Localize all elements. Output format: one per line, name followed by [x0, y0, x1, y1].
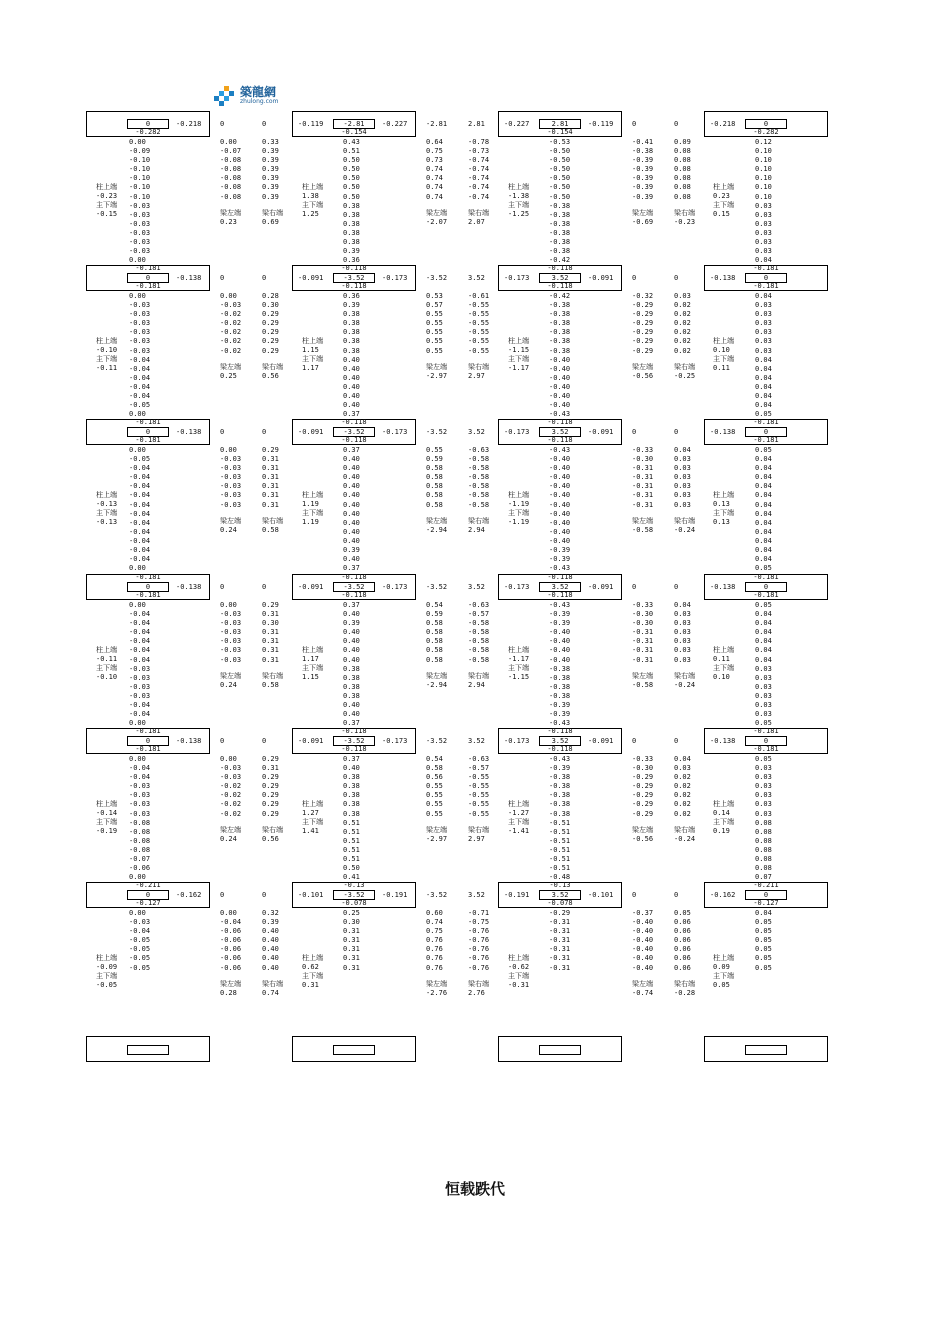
- beam-end-value: 0: [262, 891, 267, 899]
- beam-iteration-list: -0.33 -0.30 -0.29 -0.29 -0.29 -0.29 -0.29: [632, 755, 654, 818]
- beam-sum-left: 梁左端 -0.69: [632, 208, 654, 227]
- beam-end-value: 3.52: [468, 274, 485, 282]
- beam-iteration-list: 0.00 -0.03 -0.02 -0.02 -0.02 -0.02 -0.02: [220, 292, 242, 355]
- beam-end-value: -3.52: [426, 428, 448, 436]
- beam-end-value: 0: [220, 583, 225, 591]
- joint-above-value: -0.181: [135, 573, 161, 581]
- beam-sum-right: 梁右端 0.56: [262, 362, 283, 381]
- joint-above-value: -0.181: [753, 418, 779, 426]
- joint-center-value: 0: [745, 427, 787, 437]
- logo-url: zhulong.com: [240, 98, 279, 105]
- joint-center-value: -3.52: [333, 427, 375, 437]
- joint-center-value: 0: [127, 427, 169, 437]
- joint-right-value: -0.091: [588, 274, 614, 282]
- joint-left-value: -0.173: [504, 737, 530, 745]
- beam-end-value: -3.52: [426, 737, 448, 745]
- joint-right-value: -0.173: [382, 274, 408, 282]
- beam-end-value: 0: [220, 120, 225, 128]
- beam-sum-right: 梁右端 2.94: [468, 671, 489, 690]
- column-sum-label: 柱上端 1.38 主下端 1.25: [302, 182, 323, 218]
- joint-center-value: 3.52: [539, 582, 581, 592]
- beam-iteration-list: -0.33 -0.30 -0.31 -0.31 -0.31 -0.31 -0.31: [632, 446, 654, 509]
- column-iteration-list: -0.53 -0.50 -0.50 -0.50 -0.50 -0.50 -0.50 -0.38 -0.38 -0.38 -0.38 -0.38 -0.38 -0.42: [549, 138, 571, 265]
- column-iteration-list: 0.00 -0.03 -0.04 -0.05 -0.05 -0.05 -0.05: [129, 909, 151, 972]
- joint-above-value: -0.13: [343, 881, 365, 889]
- beam-end-value: 0: [632, 891, 637, 899]
- joint-above-value: -0.118: [547, 264, 573, 272]
- joint-left-value: -0.218: [710, 120, 736, 128]
- beam-sum-right: 梁右端 -0.24: [674, 825, 696, 844]
- beam-sum-right: 梁右端 2.97: [468, 825, 489, 844]
- beam-iteration-list: -0.61 -0.55 -0.55 -0.55 -0.55 -0.55 -0.55: [468, 292, 490, 355]
- beam-iteration-list: 0.04 0.03 0.03 0.03 0.03 0.03 0.03: [674, 601, 691, 664]
- column-iteration-list: 0.00 -0.09 -0.10 -0.10 -0.10 -0.10 -0.10 -0.03 -0.03 -0.03 -0.03 -0.03 -0.03 0.00: [129, 138, 151, 265]
- column-sum-label: 柱上端 -1.38 主下端 -1.25: [508, 182, 530, 218]
- column-sum-label: 柱上端 0.14 主下端 0.19: [713, 799, 734, 835]
- joint-below-value: -0.118: [341, 745, 367, 753]
- beam-iteration-list: 0.60 0.74 0.75 0.76 0.76 0.76 0.76: [426, 909, 443, 972]
- beam-sum-right: 梁右端 2.07: [468, 208, 489, 227]
- beam-sum-left: 梁左端 0.24: [220, 825, 241, 844]
- column-sum-label: 柱上端 -1.15 主下端 -1.17: [508, 336, 530, 372]
- joint-center-value: 0: [127, 273, 169, 283]
- beam-sum-right: 梁右端 0.58: [262, 671, 283, 690]
- beam-sum-left: 梁左端 -0.74: [632, 979, 654, 998]
- joint-below-value: -0.118: [341, 282, 367, 290]
- column-iteration-list: 0.05 0.04 0.04 0.04 0.04 0.04 0.04 0.03 0.03 0.03 0.03 0.03 0.03 0.05: [755, 601, 772, 728]
- column-iteration-list: 0.00 -0.04 -0.04 -0.03 -0.03 -0.03 -0.03 -0.08 -0.08 -0.08 -0.08 -0.07 -0.06 0.00: [129, 755, 151, 882]
- base-frame-center: [333, 1045, 375, 1055]
- joint-below-value: -0.118: [547, 436, 573, 444]
- page-title: 恒载跌代: [444, 1180, 505, 1198]
- joint-center-value: 0: [745, 119, 787, 129]
- joint-right-value: -0.119: [588, 120, 614, 128]
- joint-left-value: -0.191: [504, 891, 530, 899]
- beam-iteration-list: 0.29 0.31 0.31 0.31 0.31 0.31 0.31: [262, 446, 279, 509]
- joint-below-value: -0.282: [753, 128, 779, 136]
- beam-iteration-list: 0.33 0.39 0.39 0.39 0.39 0.39 0.39: [262, 138, 279, 201]
- beam-iteration-list: -0.33 -0.30 -0.30 -0.31 -0.31 -0.31 -0.31: [632, 601, 654, 664]
- beam-end-value: 0: [632, 737, 637, 745]
- joint-left-value: -0.091: [298, 583, 324, 591]
- beam-end-value: -2.81: [426, 120, 448, 128]
- joint-below-value: -0.127: [135, 899, 161, 907]
- beam-sum-right: 梁右端 0.69: [262, 208, 283, 227]
- column-iteration-list: -0.43 -0.40 -0.40 -0.40 -0.40 -0.40 -0.40 -0.40 -0.40 -0.40 -0.40 -0.39 -0.39 -0.43: [549, 446, 571, 573]
- joint-center-value: 0: [745, 582, 787, 592]
- beam-end-value: 0: [674, 274, 679, 282]
- beam-iteration-list: 0.00 -0.03 -0.03 -0.02 -0.02 -0.02 -0.02: [220, 755, 242, 818]
- column-sum-label: 柱上端 0.09 主下端 0.05: [713, 953, 734, 989]
- beam-end-value: 2.81: [468, 120, 485, 128]
- column-iteration-list: 0.05 0.04 0.04 0.04 0.04 0.04 0.04 0.04 0.04 0.04 0.04 0.04 0.04 0.05: [755, 446, 772, 573]
- column-iteration-list: 0.37 0.40 0.40 0.40 0.40 0.40 0.40 0.40 0.40 0.40 0.40 0.39 0.40 0.37: [343, 446, 360, 573]
- joint-center-value: -3.52: [333, 736, 375, 746]
- joint-center-value: -3.52: [333, 273, 375, 283]
- zhulong-logo: [212, 82, 292, 108]
- beam-iteration-list: -0.37 -0.40 -0.40 -0.40 -0.40 -0.40 -0.40: [632, 909, 654, 972]
- base-frame-center: [127, 1045, 169, 1055]
- beam-iteration-list: 0.04 0.03 0.03 0.03 0.03 0.03 0.03: [674, 446, 691, 509]
- joint-center-value: 3.52: [539, 890, 581, 900]
- joint-below-value: -0.181: [135, 282, 161, 290]
- joint-right-value: -0.138: [176, 274, 202, 282]
- joint-right-value: -0.173: [382, 428, 408, 436]
- beam-end-value: 0: [674, 737, 679, 745]
- joint-left-value: -0.173: [504, 583, 530, 591]
- beam-sum-right: 梁右端 0.74: [262, 979, 283, 998]
- beam-end-value: 0: [632, 274, 637, 282]
- beam-iteration-list: 0.05 0.06 0.06 0.06 0.06 0.06 0.06: [674, 909, 691, 972]
- beam-sum-left: 梁左端 -2.07: [426, 208, 448, 227]
- beam-iteration-list: 0.00 -0.04 -0.06 -0.06 -0.06 -0.06 -0.06: [220, 909, 242, 972]
- joint-above-value: -0.118: [547, 573, 573, 581]
- joint-center-value: 0: [745, 890, 787, 900]
- joint-right-value: -0.162: [176, 891, 202, 899]
- beam-end-value: 0: [262, 428, 267, 436]
- column-iteration-list: 0.00 -0.04 -0.04 -0.04 -0.04 -0.04 -0.04 -0.03 -0.03 -0.03 -0.03 -0.04 -0.04 0.00: [129, 601, 151, 728]
- joint-below-value: -0.181: [753, 745, 779, 753]
- joint-right-value: -0.138: [176, 583, 202, 591]
- joint-below-value: -0.118: [341, 591, 367, 599]
- joint-above-value: -0.181: [135, 264, 161, 272]
- beam-iteration-list: 0.54 0.58 0.56 0.55 0.55 0.55 0.55: [426, 755, 443, 818]
- beam-iteration-list: 0.29 0.31 0.29 0.29 0.29 0.29 0.29: [262, 755, 279, 818]
- joint-above-value: -0.118: [547, 727, 573, 735]
- column-iteration-list: 0.37 0.40 0.39 0.40 0.40 0.40 0.40 0.38 0.38 0.38 0.38 0.40 0.40 0.37: [343, 601, 360, 728]
- joint-above-value: -0.181: [135, 727, 161, 735]
- joint-above-value: -0.118: [341, 727, 367, 735]
- joint-center-value: -2.81: [333, 119, 375, 129]
- beam-iteration-list: -0.32 -0.29 -0.29 -0.29 -0.29 -0.29 -0.29: [632, 292, 654, 355]
- beam-end-value: 0: [632, 120, 637, 128]
- column-sum-label: 柱上端 0.23 主下端 0.15: [713, 182, 734, 218]
- joint-above-value: -0.118: [341, 418, 367, 426]
- beam-sum-right: 梁右端 2.97: [468, 362, 489, 381]
- joint-above-value: -0.181: [135, 418, 161, 426]
- beam-end-value: 0: [674, 120, 679, 128]
- base-frame-center: [745, 1045, 787, 1055]
- joint-center-value: 0: [745, 736, 787, 746]
- beam-iteration-list: 0.28 0.30 0.29 0.29 0.29 0.29 0.29: [262, 292, 279, 355]
- joint-left-value: -0.138: [710, 583, 736, 591]
- beam-end-value: 3.52: [468, 737, 485, 745]
- beam-iteration-list: 0.09 0.08 0.08 0.08 0.08 0.08 0.08: [674, 138, 691, 201]
- joint-left-value: -0.138: [710, 274, 736, 282]
- beam-iteration-list: 0.04 0.03 0.02 0.02 0.02 0.02 0.02: [674, 755, 691, 818]
- beam-sum-left: 梁左端 0.28: [220, 979, 241, 998]
- joint-above-value: -0.118: [547, 418, 573, 426]
- column-iteration-list: -0.42 -0.38 -0.38 -0.38 -0.38 -0.38 -0.38 -0.40 -0.40 -0.40 -0.40 -0.40 -0.40 -0.43: [549, 292, 571, 419]
- beam-iteration-list: 0.55 0.59 0.58 0.58 0.58 0.58 0.58: [426, 446, 443, 509]
- beam-sum-left: 梁左端 -0.56: [632, 825, 654, 844]
- column-iteration-list: 0.00 -0.03 -0.03 -0.03 -0.03 -0.03 -0.03 -0.04 -0.04 -0.04 -0.04 -0.04 -0.05 0.00: [129, 292, 151, 419]
- joint-above-value: -0.13: [549, 881, 571, 889]
- joint-below-value: -0.181: [753, 282, 779, 290]
- beam-iteration-list: 0.00 -0.03 -0.03 -0.03 -0.03 -0.03 -0.03: [220, 446, 242, 509]
- joint-right-value: -0.191: [382, 891, 408, 899]
- joint-center-value: 3.52: [539, 427, 581, 437]
- column-iteration-list: 0.43 0.51 0.50 0.50 0.50 0.50 0.50 0.38 0.38 0.38 0.38 0.38 0.39 0.36: [343, 138, 360, 265]
- joint-below-value: -0.181: [135, 591, 161, 599]
- beam-sum-left: 梁左端 -0.56: [632, 362, 654, 381]
- joint-above-value: -0.118: [341, 264, 367, 272]
- joint-center-value: 3.52: [539, 273, 581, 283]
- beam-sum-right: 梁右端 -0.25: [674, 362, 696, 381]
- column-iteration-list: 0.00 -0.05 -0.04 -0.04 -0.04 -0.04 -0.04 -0.04 -0.04 -0.04 -0.04 -0.04 -0.04 0.00: [129, 446, 151, 573]
- beam-end-value: 0: [262, 120, 267, 128]
- beam-iteration-list: 0.00 -0.07 -0.08 -0.08 -0.08 -0.08 -0.08: [220, 138, 242, 201]
- beam-sum-right: 梁右端 -0.23: [674, 208, 696, 227]
- beam-sum-left: 梁左端 -2.94: [426, 671, 448, 690]
- column-iteration-list: 0.05 0.03 0.03 0.03 0.03 0.03 0.03 0.08 0.08 0.08 0.08 0.08 0.08 0.07: [755, 755, 772, 882]
- joint-left-value: -0.173: [504, 428, 530, 436]
- joint-center-value: 0: [127, 582, 169, 592]
- beam-end-value: 0: [220, 428, 225, 436]
- beam-sum-right: 梁右端 0.58: [262, 516, 283, 535]
- beam-sum-right: 梁右端 2.94: [468, 516, 489, 535]
- column-sum-label: 柱上端 -0.10 主下端 -0.11: [96, 336, 118, 372]
- beam-sum-left: 梁左端 -2.94: [426, 516, 448, 535]
- column-iteration-list: 0.36 0.39 0.38 0.38 0.38 0.38 0.38 0.40 0.40 0.40 0.40 0.40 0.40 0.37: [343, 292, 360, 419]
- base-frame-center: [539, 1045, 581, 1055]
- joint-left-value: -0.091: [298, 737, 324, 745]
- column-iteration-list: -0.29 -0.31 -0.31 -0.31 -0.31 -0.31 -0.31: [549, 909, 571, 972]
- joint-left-value: -0.091: [298, 428, 324, 436]
- joint-center-value: -3.52: [333, 582, 375, 592]
- beam-iteration-list: -0.41 -0.38 -0.39 -0.39 -0.39 -0.39 -0.39: [632, 138, 654, 201]
- column-sum-label: 柱上端 0.13 主下端 0.13: [713, 490, 734, 526]
- beam-iteration-list: 0.64 0.75 0.73 0.74 0.74 0.74 0.74: [426, 138, 443, 201]
- joint-above-value: -0.118: [341, 573, 367, 581]
- logo-brand: 築龍網: [240, 85, 277, 99]
- joint-right-value: -0.091: [588, 583, 614, 591]
- joint-below-value: -0.282: [135, 128, 161, 136]
- joint-below-value: -0.181: [135, 745, 161, 753]
- joint-center-value: 0: [127, 890, 169, 900]
- joint-right-value: -0.173: [382, 583, 408, 591]
- beam-iteration-list: -0.78 -0.73 -0.74 -0.74 -0.74 -0.74 -0.74: [468, 138, 490, 201]
- joint-below-value: -0.118: [547, 591, 573, 599]
- column-iteration-list: -0.43 -0.39 -0.38 -0.38 -0.38 -0.38 -0.38 -0.51 -0.51 -0.51 -0.51 -0.51 -0.51 -0.48: [549, 755, 571, 882]
- beam-end-value: 3.52: [468, 583, 485, 591]
- beam-end-value: -3.52: [426, 583, 448, 591]
- joint-below-value: -0.154: [341, 128, 367, 136]
- column-sum-label: 柱上端 -1.27 主下端 -1.41: [508, 799, 530, 835]
- beam-sum-right: 梁右端 0.56: [262, 825, 283, 844]
- column-sum-label: 柱上端 -0.09 主下端 -0.05: [96, 953, 118, 989]
- joint-center-value: 2.81: [539, 119, 581, 129]
- column-sum-label: 柱上端 0.10 主下端 0.11: [713, 336, 734, 372]
- column-iteration-list: 0.37 0.40 0.38 0.38 0.38 0.38 0.38 0.51 0.51 0.51 0.51 0.51 0.50 0.41: [343, 755, 360, 882]
- joint-left-value: -0.091: [298, 274, 324, 282]
- joint-below-value: -0.154: [547, 128, 573, 136]
- column-iteration-list: 0.04 0.05 0.05 0.05 0.05 0.05 0.05: [755, 909, 772, 972]
- joint-below-value: -0.127: [753, 899, 779, 907]
- beam-iteration-list: 0.32 0.39 0.40 0.40 0.40 0.40 0.40: [262, 909, 279, 972]
- joint-right-value: -0.138: [176, 428, 202, 436]
- column-iteration-list: 0.12 0.10 0.10 0.10 0.10 0.10 0.10 0.03 0.03 0.03 0.03 0.03 0.03 0.04: [755, 138, 772, 265]
- joint-below-value: -0.118: [341, 436, 367, 444]
- joint-center-value: 3.52: [539, 736, 581, 746]
- joint-right-value: -0.218: [176, 120, 202, 128]
- beam-sum-right: 梁右端 -0.24: [674, 671, 696, 690]
- beam-end-value: 0: [262, 583, 267, 591]
- column-sum-label: 柱上端 0.11 主下端 0.10: [713, 645, 734, 681]
- column-iteration-list: 0.25 0.30 0.31 0.31 0.31 0.31 0.31: [343, 909, 360, 972]
- beam-sum-left: 梁左端 0.25: [220, 362, 241, 381]
- beam-end-value: 0: [632, 583, 637, 591]
- column-iteration-list: 0.04 0.03 0.03 0.03 0.03 0.03 0.03 0.04 0.04 0.04 0.04 0.04 0.04 0.05: [755, 292, 772, 419]
- joint-above-value: -0.211: [135, 881, 161, 889]
- beam-sum-left: 梁左端 0.24: [220, 516, 241, 535]
- joint-left-value: -0.173: [504, 274, 530, 282]
- beam-end-value: 0: [674, 891, 679, 899]
- column-sum-label: 柱上端 -0.23 主下端 -0.15: [96, 182, 118, 218]
- joint-right-value: -0.101: [588, 891, 614, 899]
- joint-left-value: -0.138: [710, 428, 736, 436]
- joint-center-value: 0: [127, 736, 169, 746]
- beam-sum-right: 梁右端 -0.24: [674, 516, 696, 535]
- beam-end-value: 0: [632, 428, 637, 436]
- joint-right-value: -0.091: [588, 428, 614, 436]
- column-sum-label: 柱上端 -0.14 主下端 -0.19: [96, 799, 118, 835]
- joint-left-value: -0.138: [710, 737, 736, 745]
- beam-end-value: 0: [220, 737, 225, 745]
- beam-end-value: 3.52: [468, 428, 485, 436]
- joint-below-value: -0.078: [547, 899, 573, 907]
- beam-iteration-list: 0.00 -0.03 -0.03 -0.03 -0.03 -0.03 -0.03: [220, 601, 242, 664]
- beam-iteration-list: -0.63 -0.58 -0.58 -0.58 -0.58 -0.58 -0.58: [468, 446, 490, 509]
- joint-above-value: -0.181: [753, 264, 779, 272]
- joint-left-value: -0.101: [298, 891, 324, 899]
- column-sum-label: 柱上端 1.17 主下端 1.15: [302, 645, 323, 681]
- joint-left-value: -0.227: [504, 120, 530, 128]
- stair-logo-icon: [212, 82, 238, 108]
- joint-center-value: 0: [745, 273, 787, 283]
- beam-sum-left: 梁左端 -0.58: [632, 516, 654, 535]
- joint-above-value: -0.181: [753, 573, 779, 581]
- column-sum-label: 柱上端 -0.11 主下端 -0.10: [96, 645, 118, 681]
- joint-right-value: -0.091: [588, 737, 614, 745]
- beam-iteration-list: 0.53 0.57 0.55 0.55 0.55 0.55 0.55: [426, 292, 443, 355]
- column-sum-label: 柱上端 1.27 主下端 1.41: [302, 799, 323, 835]
- joint-right-value: -0.227: [382, 120, 408, 128]
- beam-end-value: 0: [674, 428, 679, 436]
- joint-below-value: -0.181: [753, 436, 779, 444]
- beam-end-value: 0: [220, 274, 225, 282]
- joint-below-value: -0.181: [135, 436, 161, 444]
- column-sum-label: 柱上端 -0.62 主下端 -0.31: [508, 953, 530, 989]
- beam-iteration-list: 0.29 0.31 0.30 0.31 0.31 0.31 0.31: [262, 601, 279, 664]
- beam-iteration-list: 0.03 0.02 0.02 0.02 0.02 0.02 0.02: [674, 292, 691, 355]
- joint-left-value: -0.119: [298, 120, 324, 128]
- joint-center-value: -3.52: [333, 890, 375, 900]
- beam-sum-left: 梁左端 0.24: [220, 671, 241, 690]
- joint-below-value: -0.078: [341, 899, 367, 907]
- joint-above-value: -0.181: [753, 727, 779, 735]
- beam-end-value: -3.52: [426, 274, 448, 282]
- beam-iteration-list: 0.54 0.59 0.58 0.58 0.58 0.58 0.58: [426, 601, 443, 664]
- column-iteration-list: -0.43 -0.39 -0.39 -0.40 -0.40 -0.40 -0.40 -0.38 -0.38 -0.38 -0.38 -0.39 -0.39 -0.43: [549, 601, 571, 728]
- joint-below-value: -0.118: [547, 745, 573, 753]
- beam-sum-right: 梁右端 2.76: [468, 979, 489, 998]
- column-sum-label: 柱上端 -0.13 主下端 -0.13: [96, 490, 118, 526]
- column-sum-label: 柱上端 1.19 主下端 1.19: [302, 490, 323, 526]
- column-sum-label: 柱上端 1.15 主下端 1.17: [302, 336, 323, 372]
- joint-left-value: -0.162: [710, 891, 736, 899]
- beam-end-value: 3.52: [468, 891, 485, 899]
- beam-sum-left: 梁左端 -2.97: [426, 362, 448, 381]
- joint-below-value: -0.118: [547, 282, 573, 290]
- beam-sum-left: 梁左端 0.23: [220, 208, 241, 227]
- column-sum-label: 柱上端 0.62 主下端 0.31: [302, 953, 323, 989]
- joint-center-value: 0: [127, 119, 169, 129]
- beam-end-value: 0: [220, 891, 225, 899]
- joint-right-value: -0.173: [382, 737, 408, 745]
- joint-above-value: -0.211: [753, 881, 779, 889]
- beam-end-value: -3.52: [426, 891, 448, 899]
- beam-iteration-list: -0.63 -0.57 -0.58 -0.58 -0.58 -0.58 -0.58: [468, 601, 490, 664]
- beam-end-value: 0: [674, 583, 679, 591]
- beam-end-value: 0: [262, 737, 267, 745]
- beam-iteration-list: -0.63 -0.57 -0.55 -0.55 -0.55 -0.55 -0.55: [468, 755, 490, 818]
- beam-sum-left: 梁左端 -0.58: [632, 671, 654, 690]
- beam-sum-left: 梁左端 -2.76: [426, 979, 448, 998]
- column-sum-label: 柱上端 -1.17 主下端 -1.15: [508, 645, 530, 681]
- column-sum-label: 柱上端 -1.19 主下端 -1.19: [508, 490, 530, 526]
- beam-sum-left: 梁左端 -2.97: [426, 825, 448, 844]
- joint-below-value: -0.181: [753, 591, 779, 599]
- beam-end-value: 0: [262, 274, 267, 282]
- beam-sum-right: 梁右端 -0.28: [674, 979, 696, 998]
- joint-right-value: -0.138: [176, 737, 202, 745]
- beam-iteration-list: -0.71 -0.75 -0.76 -0.76 -0.76 -0.76 -0.76: [468, 909, 490, 972]
